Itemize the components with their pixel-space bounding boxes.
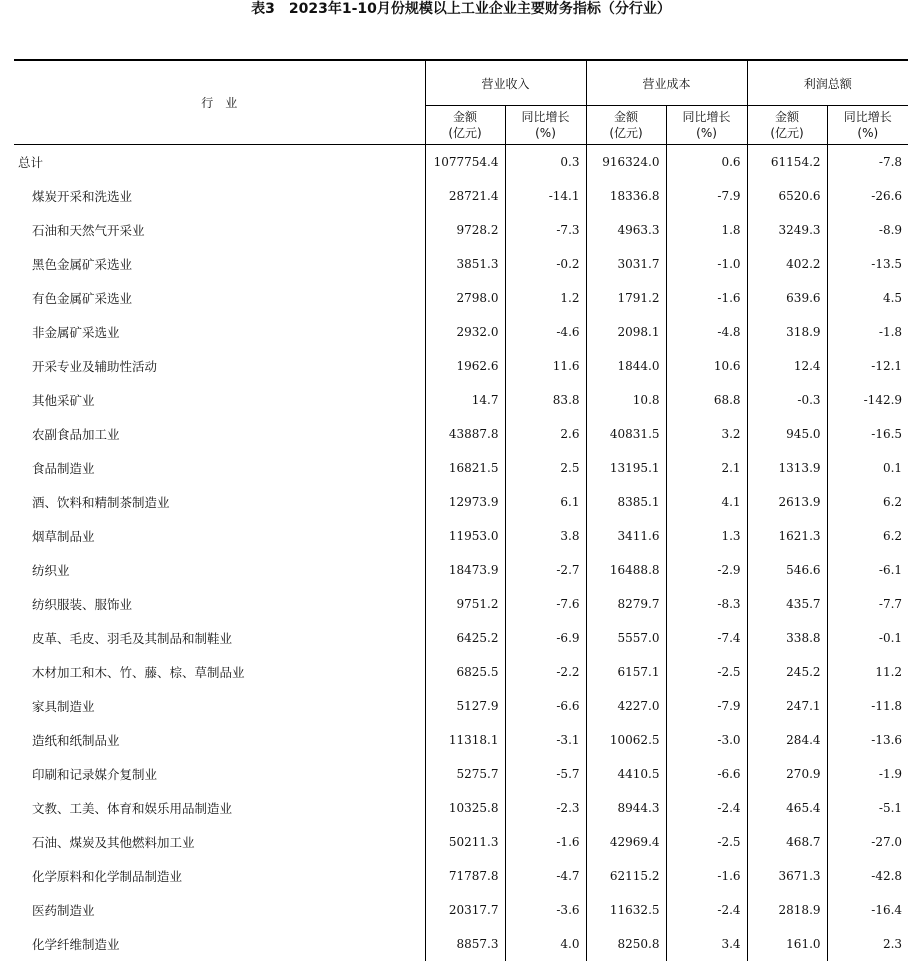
- cost-amount-header: [586, 106, 666, 145]
- table-row: [14, 315, 908, 349]
- amount-label: 金额: [453, 110, 477, 124]
- profit-group-header: 利润总额: [747, 60, 908, 106]
- table-row: [14, 383, 908, 417]
- profit-growth-cell: 4.5: [827, 281, 908, 315]
- industry-name-cell: 家具制造业: [14, 689, 425, 723]
- table-row: [14, 587, 908, 621]
- revenue-amount-cell: 20317.7: [425, 893, 505, 927]
- table-row: [14, 485, 908, 519]
- table-row: [14, 791, 908, 825]
- amount-unit-label: (亿元): [448, 126, 481, 140]
- profit-growth-cell: -27.0: [827, 825, 908, 859]
- cost-amount-cell: 1844.0: [586, 349, 666, 383]
- cost-amount-cell: 8250.8: [586, 927, 666, 961]
- table-row: [14, 927, 908, 961]
- industry-header: 行 业: [14, 60, 425, 145]
- industry-name-cell: 开采专业及辅助性活动: [14, 349, 425, 383]
- growth-unit-label: (%): [535, 126, 556, 140]
- cost-growth-cell: -1.6: [666, 859, 747, 893]
- profit-amount-cell: 3671.3: [747, 859, 827, 893]
- cost-group-header: 营业成本: [586, 60, 747, 106]
- growth-unit-label: (%): [857, 126, 878, 140]
- revenue-growth-cell: -0.2: [505, 247, 586, 281]
- profit-growth-cell: 2.3: [827, 927, 908, 961]
- revenue-growth-cell: 2.6: [505, 417, 586, 451]
- growth-unit-label: (%): [696, 126, 717, 140]
- industry-name-cell: 食品制造业: [14, 451, 425, 485]
- industry-name-cell: 总计: [14, 145, 425, 180]
- revenue-amount-cell: 16821.5: [425, 451, 505, 485]
- profit-growth-cell: -12.1: [827, 349, 908, 383]
- profit-growth-cell: 6.2: [827, 519, 908, 553]
- profit-growth-cell: -1.9: [827, 757, 908, 791]
- industry-name-cell: 文教、工美、体育和娱乐用品制造业: [14, 791, 425, 825]
- cost-growth-cell: -6.6: [666, 757, 747, 791]
- profit-growth-cell: -26.6: [827, 179, 908, 213]
- growth-label: 同比增长: [844, 110, 892, 124]
- profit-amount-cell: 61154.2: [747, 145, 827, 180]
- growth-label: 同比增长: [683, 110, 731, 124]
- cost-amount-cell: 6157.1: [586, 655, 666, 689]
- profit-amount-cell: 1621.3: [747, 519, 827, 553]
- table-body: [14, 145, 908, 961]
- profit-growth-cell: -7.7: [827, 587, 908, 621]
- cost-amount-cell: 4410.5: [586, 757, 666, 791]
- table-row: [14, 757, 908, 791]
- revenue-growth-cell: 4.0: [505, 927, 586, 961]
- cost-growth-cell: 4.1: [666, 485, 747, 519]
- table-row: [14, 553, 908, 587]
- table-row: [14, 655, 908, 689]
- profit-amount-cell: 247.1: [747, 689, 827, 723]
- cost-amount-cell: 10062.5: [586, 723, 666, 757]
- profit-growth-cell: -11.8: [827, 689, 908, 723]
- revenue-growth-cell: -5.7: [505, 757, 586, 791]
- cost-growth-cell: 1.8: [666, 213, 747, 247]
- cost-amount-cell: 3031.7: [586, 247, 666, 281]
- revenue-amount-cell: 2798.0: [425, 281, 505, 315]
- amount-label: 金额: [775, 110, 799, 124]
- cost-growth-cell: -2.4: [666, 791, 747, 825]
- table-row: [14, 825, 908, 859]
- profit-amount-cell: 468.7: [747, 825, 827, 859]
- cost-amount-cell: 5557.0: [586, 621, 666, 655]
- revenue-amount-cell: 9728.2: [425, 213, 505, 247]
- industry-name-cell: 农副食品加工业: [14, 417, 425, 451]
- revenue-growth-cell: -14.1: [505, 179, 586, 213]
- amount-unit-label: (亿元): [770, 126, 803, 140]
- revenue-growth-cell: -2.7: [505, 553, 586, 587]
- cost-amount-cell: 4227.0: [586, 689, 666, 723]
- industry-name-cell: 酒、饮料和精制茶制造业: [14, 485, 425, 519]
- growth-label: 同比增长: [522, 110, 570, 124]
- industry-name-cell: 烟草制品业: [14, 519, 425, 553]
- cost-growth-cell: 68.8: [666, 383, 747, 417]
- cost-growth-cell: 10.6: [666, 349, 747, 383]
- revenue-amount-cell: 71787.8: [425, 859, 505, 893]
- cost-amount-cell: 8385.1: [586, 485, 666, 519]
- cost-growth-cell: 0.6: [666, 145, 747, 180]
- table-row: [14, 451, 908, 485]
- profit-growth-cell: -13.6: [827, 723, 908, 757]
- industry-name-cell: 皮革、毛皮、羽毛及其制品和制鞋业: [14, 621, 425, 655]
- revenue-growth-cell: -3.1: [505, 723, 586, 757]
- industry-name-cell: 黑色金属矿采选业: [14, 247, 425, 281]
- cost-growth-cell: -3.0: [666, 723, 747, 757]
- revenue-amount-cell: 12973.9: [425, 485, 505, 519]
- table-row: [14, 723, 908, 757]
- industry-name-cell: 有色金属矿采选业: [14, 281, 425, 315]
- revenue-growth-cell: -2.2: [505, 655, 586, 689]
- table-row: [14, 519, 908, 553]
- profit-amount-cell: 945.0: [747, 417, 827, 451]
- profit-amount-cell: 284.4: [747, 723, 827, 757]
- industry-name-cell: 印刷和记录媒介复制业: [14, 757, 425, 791]
- industry-name-cell: 非金属矿采选业: [14, 315, 425, 349]
- amount-unit-label: (亿元): [609, 126, 642, 140]
- profit-amount-cell: 245.2: [747, 655, 827, 689]
- cost-amount-cell: 13195.1: [586, 451, 666, 485]
- cost-growth-cell: -2.9: [666, 553, 747, 587]
- table-row: [14, 247, 908, 281]
- revenue-amount-cell: 6425.2: [425, 621, 505, 655]
- profit-amount-cell: 1313.9: [747, 451, 827, 485]
- cost-growth-cell: -2.5: [666, 825, 747, 859]
- profit-amount-cell: 639.6: [747, 281, 827, 315]
- profit-amount-cell: 270.9: [747, 757, 827, 791]
- table-row: [14, 893, 908, 927]
- amount-label: 金额: [614, 110, 638, 124]
- revenue-amount-cell: 50211.3: [425, 825, 505, 859]
- revenue-amount-cell: 9751.2: [425, 587, 505, 621]
- cost-growth-cell: 1.3: [666, 519, 747, 553]
- industry-name-cell: 纺织服装、服饰业: [14, 587, 425, 621]
- revenue-amount-cell: 14.7: [425, 383, 505, 417]
- cost-growth-cell: 3.4: [666, 927, 747, 961]
- profit-amount-cell: 402.2: [747, 247, 827, 281]
- profit-amount-cell: 3249.3: [747, 213, 827, 247]
- cost-amount-cell: 16488.8: [586, 553, 666, 587]
- cost-growth-cell: -2.4: [666, 893, 747, 927]
- profit-growth-cell: -16.5: [827, 417, 908, 451]
- financial-indicators-table: [14, 59, 908, 961]
- industry-name-cell: 化学原料和化学制品制造业: [14, 859, 425, 893]
- revenue-growth-cell: -2.3: [505, 791, 586, 825]
- cost-amount-cell: 916324.0: [586, 145, 666, 180]
- cost-growth-cell: -4.8: [666, 315, 747, 349]
- cost-amount-cell: 18336.8: [586, 179, 666, 213]
- revenue-amount-cell: 3851.3: [425, 247, 505, 281]
- table-row: [14, 213, 908, 247]
- cost-amount-cell: 8944.3: [586, 791, 666, 825]
- revenue-amount-cell: 5127.9: [425, 689, 505, 723]
- profit-amount-cell: 161.0: [747, 927, 827, 961]
- revenue-amount-cell: 10325.8: [425, 791, 505, 825]
- cost-growth-cell: -2.5: [666, 655, 747, 689]
- revenue-growth-cell: 6.1: [505, 485, 586, 519]
- profit-amount-cell: -0.3: [747, 383, 827, 417]
- cost-growth-cell: 3.2: [666, 417, 747, 451]
- cost-growth-cell: -1.6: [666, 281, 747, 315]
- revenue-amount-cell: 28721.4: [425, 179, 505, 213]
- table-row: [14, 349, 908, 383]
- cost-growth-cell: 2.1: [666, 451, 747, 485]
- profit-growth-cell: 11.2: [827, 655, 908, 689]
- revenue-growth-cell: -4.6: [505, 315, 586, 349]
- revenue-growth-header: [505, 106, 586, 145]
- profit-amount-header: [747, 106, 827, 145]
- industry-name-cell: 石油、煤炭及其他燃料加工业: [14, 825, 425, 859]
- cost-amount-cell: 42969.4: [586, 825, 666, 859]
- table-row: [14, 859, 908, 893]
- cost-growth-cell: -7.4: [666, 621, 747, 655]
- revenue-group-header: 营业收入: [425, 60, 586, 106]
- profit-amount-cell: 6520.6: [747, 179, 827, 213]
- cost-amount-cell: 1791.2: [586, 281, 666, 315]
- profit-amount-cell: 546.6: [747, 553, 827, 587]
- profit-amount-cell: 12.4: [747, 349, 827, 383]
- profit-growth-cell: -1.8: [827, 315, 908, 349]
- cost-amount-cell: 11632.5: [586, 893, 666, 927]
- cost-growth-cell: -1.0: [666, 247, 747, 281]
- cost-amount-cell: 40831.5: [586, 417, 666, 451]
- profit-growth-cell: -42.8: [827, 859, 908, 893]
- table-title: 表3 2023年1-10月份规模以上工业企业主要财务指标（分行业）: [0, 0, 922, 18]
- revenue-amount-cell: 18473.9: [425, 553, 505, 587]
- profit-amount-cell: 318.9: [747, 315, 827, 349]
- profit-growth-cell: -13.5: [827, 247, 908, 281]
- revenue-growth-cell: 1.2: [505, 281, 586, 315]
- revenue-amount-cell: 5275.7: [425, 757, 505, 791]
- profit-amount-cell: 338.8: [747, 621, 827, 655]
- profit-growth-cell: -8.9: [827, 213, 908, 247]
- revenue-growth-cell: 3.8: [505, 519, 586, 553]
- revenue-growth-cell: -3.6: [505, 893, 586, 927]
- cost-amount-cell: 2098.1: [586, 315, 666, 349]
- profit-growth-cell: -6.1: [827, 553, 908, 587]
- table-row: [14, 281, 908, 315]
- revenue-amount-cell: 1962.6: [425, 349, 505, 383]
- cost-growth-cell: -8.3: [666, 587, 747, 621]
- table-row: [14, 621, 908, 655]
- profit-growth-cell: -5.1: [827, 791, 908, 825]
- revenue-amount-header: [425, 106, 505, 145]
- cost-amount-cell: 10.8: [586, 383, 666, 417]
- revenue-amount-cell: 43887.8: [425, 417, 505, 451]
- profit-amount-cell: 2818.9: [747, 893, 827, 927]
- cost-amount-cell: 4963.3: [586, 213, 666, 247]
- revenue-amount-cell: 6825.5: [425, 655, 505, 689]
- industry-name-cell: 造纸和纸制品业: [14, 723, 425, 757]
- total-row: [14, 145, 908, 180]
- profit-growth-cell: -0.1: [827, 621, 908, 655]
- cost-growth-cell: -7.9: [666, 689, 747, 723]
- profit-amount-cell: 465.4: [747, 791, 827, 825]
- revenue-growth-cell: -7.3: [505, 213, 586, 247]
- revenue-growth-cell: 83.8: [505, 383, 586, 417]
- industry-name-cell: 化学纤维制造业: [14, 927, 425, 961]
- cost-growth-cell: -7.9: [666, 179, 747, 213]
- table-row: [14, 179, 908, 213]
- cost-amount-cell: 8279.7: [586, 587, 666, 621]
- industry-name-cell: 其他采矿业: [14, 383, 425, 417]
- profit-amount-cell: 435.7: [747, 587, 827, 621]
- table-row: [14, 417, 908, 451]
- cost-growth-header: [666, 106, 747, 145]
- revenue-growth-cell: 11.6: [505, 349, 586, 383]
- profit-growth-cell: 0.1: [827, 451, 908, 485]
- revenue-growth-cell: -6.9: [505, 621, 586, 655]
- revenue-amount-cell: 8857.3: [425, 927, 505, 961]
- industry-name-cell: 医药制造业: [14, 893, 425, 927]
- profit-growth-cell: -142.9: [827, 383, 908, 417]
- revenue-growth-cell: -6.6: [505, 689, 586, 723]
- revenue-growth-cell: 0.3: [505, 145, 586, 180]
- profit-growth-header: [827, 106, 908, 145]
- revenue-growth-cell: -7.6: [505, 587, 586, 621]
- revenue-growth-cell: 2.5: [505, 451, 586, 485]
- profit-growth-cell: -7.8: [827, 145, 908, 180]
- industry-name-cell: 石油和天然气开采业: [14, 213, 425, 247]
- revenue-amount-cell: 1077754.4: [425, 145, 505, 180]
- profit-growth-cell: 6.2: [827, 485, 908, 519]
- revenue-growth-cell: -4.7: [505, 859, 586, 893]
- table-header: [14, 60, 908, 145]
- profit-growth-cell: -16.4: [827, 893, 908, 927]
- industry-name-cell: 纺织业: [14, 553, 425, 587]
- revenue-amount-cell: 2932.0: [425, 315, 505, 349]
- table-row: [14, 689, 908, 723]
- revenue-amount-cell: 11953.0: [425, 519, 505, 553]
- profit-amount-cell: 2613.9: [747, 485, 827, 519]
- revenue-growth-cell: -1.6: [505, 825, 586, 859]
- industry-name-cell: 木材加工和木、竹、藤、棕、草制品业: [14, 655, 425, 689]
- cost-amount-cell: 3411.6: [586, 519, 666, 553]
- cost-amount-cell: 62115.2: [586, 859, 666, 893]
- revenue-amount-cell: 11318.1: [425, 723, 505, 757]
- industry-name-cell: 煤炭开采和洗选业: [14, 179, 425, 213]
